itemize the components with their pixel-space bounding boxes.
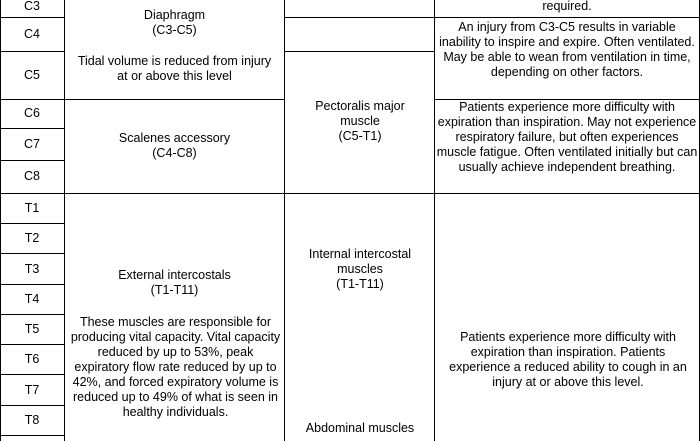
muscle-range: (C4-C8) [152,146,197,160]
muscle-range: (C5-T1) [338,129,382,143]
row-divider [0,193,65,194]
group-divider [64,193,285,194]
level-label: T2 [24,231,40,245]
abdominal-cell [290,421,430,436]
outcome-c3-c5: An injury from C3-C5 results in variable inability to inspire and expire. Often ventilated. May be able to wean from ventilation in time, depending on other factors. [439,20,695,79]
muscle-name: External intercostals [118,268,231,282]
group-divider [64,99,285,100]
level-label: T7 [24,383,40,397]
level-label: C6 [24,106,40,120]
row-divider [0,128,65,129]
row-divider [0,284,65,285]
level-label: T8 [24,413,40,427]
muscle-name: Diaphragm [143,8,206,22]
row-divider [0,223,65,224]
muscle-name: Pectoralis major muscle [315,99,405,128]
level-label: T1 [24,201,40,215]
row-divider [0,51,65,52]
level-label: C7 [24,137,40,151]
pectoralis-cell [310,99,410,144]
level-label: C5 [24,68,40,82]
row-divider [0,435,65,436]
outcome-thoracic: Patients experience more difficulty with expiration than inspiration. Patients experience a reduced ability to cough in an injury at or above this level. [449,330,687,389]
level-label: C8 [24,169,40,183]
diaphragm-cell [65,8,284,38]
outcome-c6-c8: Patients experience more difficulty with expiration than inspiration. May not experience respiratory failure, but often experiences muscle fatigue. Often ventilated initially but can usually achieve independent breathing. [436,100,698,174]
row-divider [0,344,65,345]
external-intercostals-cell [65,268,284,298]
internal-intercostal-cell [290,247,430,292]
level-label: C3 [24,0,40,13]
level-label: T3 [24,262,40,276]
row-divider [0,374,65,375]
group-divider [284,51,435,52]
muscle-range: (T1-T11) [150,283,199,297]
scalenes-cell [65,131,284,161]
row-divider [0,405,65,406]
diaphragm-note: Tidal volume is reduced from injury at or above this level [77,54,272,83]
group-divider [434,17,700,18]
muscle-name: Internal intercostal muscles [308,247,412,276]
external-intercostals-note: These muscles are responsible for producing vital capacity. Vital capacity reduced by up to 53%, peak expiratory flow rate reduced by up to 42%, and forced expiratory volume is reduced up to 49% of what is seen in healthy individuals. [70,315,281,419]
row-divider [0,314,65,315]
muscle-range: (T1-T11) [336,277,384,291]
outcome-c3-tail: required. [542,0,592,13]
level-label: C4 [24,27,40,41]
level-label: T6 [24,352,40,366]
muscle-name: Scalenes accessory [118,131,231,145]
muscle-range: (C3-C5) [152,23,197,37]
group-divider [284,17,435,18]
row-divider [0,253,65,254]
level-label: T5 [24,322,40,336]
group-divider [434,193,700,194]
column-divider [434,0,435,441]
group-divider [284,193,435,194]
column-divider [284,0,285,441]
row-divider [0,17,65,18]
row-divider [0,160,65,161]
row-divider [0,99,65,100]
level-label: T4 [24,292,40,306]
muscle-name: Abdominal muscles [305,421,415,435]
